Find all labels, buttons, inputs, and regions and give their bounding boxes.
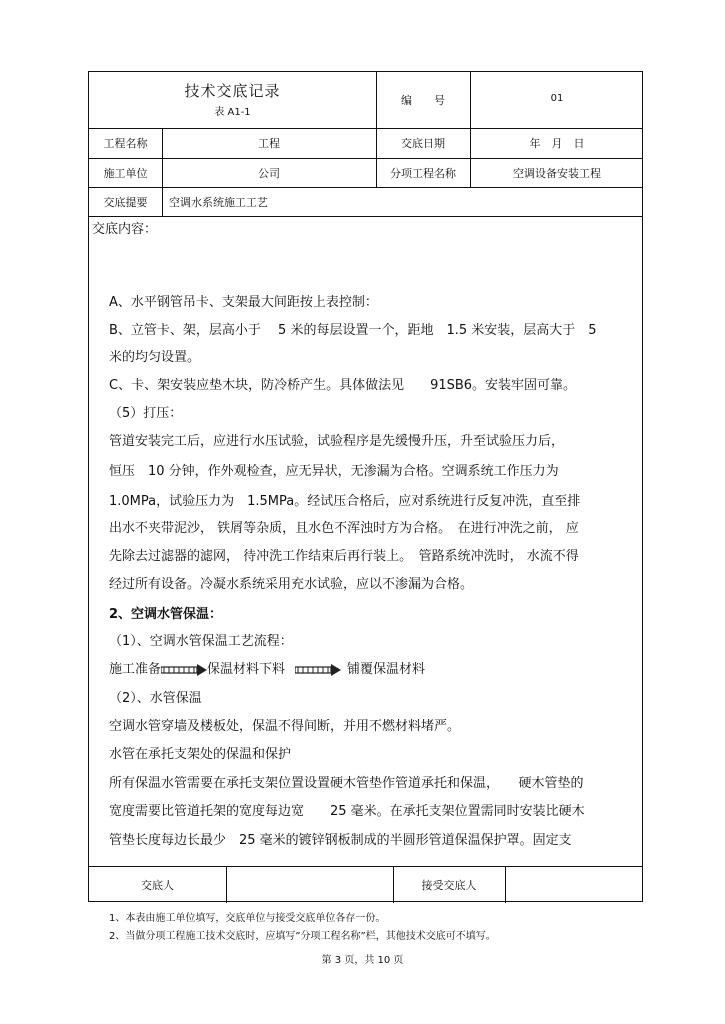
unit-label: 施工单位 (103, 166, 148, 180)
page-title: 技术交底记录 (184, 81, 281, 100)
content-line: B、立管卡、架，层高小于 5 米的每层设置一个，距地 1.5 米安装，层高大于 5 (109, 323, 597, 338)
receiver-label: 接受交底人 (421, 878, 477, 892)
content-line: 1.0MPa，试验压力为 1.5MPa。经试压合格后，应对系统进行反复冲洗，直至排 (109, 494, 581, 509)
content-line: C、卡、架安装应垫木块，防冷桥产生。具体做法见 91SB6。安装牢固可靠。 (109, 378, 577, 393)
summary-value: 空调水系统施工工艺 (169, 195, 268, 209)
content-line: （2）、水管保温 (109, 691, 202, 706)
section-heading: 2、空调水管保温： (109, 607, 223, 622)
process-flow (109, 663, 425, 676)
content-line: 空调水管穿墙及楼板处，保温不得间断，并用不燃材料堵严。 (109, 719, 461, 734)
number-label: 编 号 (401, 94, 445, 107)
sub-project-label: 分项工程名称 (390, 166, 456, 180)
content-line: 宽度需要比管道托架的宽度每边宽 25 毫米。在承托支架位置需同时安装比硬木 (109, 804, 585, 819)
content-line: 管道安装完工后，应进行水压试验，试验程序是先缓慢升压，升至试验压力后， (109, 434, 565, 449)
col-divider (226, 866, 227, 903)
content-line: 管垫长度每边长最少 25 毫米的镀锌钢板制成的半圆形管道保温保护罩。固定支 (109, 833, 572, 848)
content-line: 所有保温水管需要在承托支架位置设置硬木管垫作管道承托和保温， 硬木管垫的 (109, 776, 584, 791)
note-line: 1、本表由施工单位填写，交底单位与接受交底单位各存一份。 (109, 913, 386, 924)
project-name-label: 工程名称 (103, 137, 148, 150)
content-line: 米的均匀设置。 (109, 350, 201, 365)
content-line: （1）、空调水管保温工艺流程： (109, 634, 293, 649)
unit-value: 公司 (258, 166, 280, 180)
date-value: 年 月 日 (529, 137, 585, 150)
arrow-right-icon (161, 664, 207, 676)
sub-project-value: 空调设备安装工程 (513, 166, 601, 180)
flow-step: 保温材料下料 (207, 662, 286, 677)
summary-label: 交底提要 (103, 195, 148, 209)
number-value: 01 (550, 92, 564, 104)
form-code: 表 A1-1 (214, 106, 251, 118)
content-line: 水管在承托支架处的保温和保护 (109, 747, 292, 762)
date-label: 交底日期 (401, 137, 445, 150)
content-line: A、水平钢管吊卡、支架最大间距按上表控制： (109, 295, 378, 310)
col-divider (505, 866, 506, 903)
project-name-value: 工程 (258, 137, 280, 150)
content-line: （5）打压： (109, 406, 183, 421)
content-line: 经过所有设备。冷凝水系统采用充水试验，应以不渗漏为合格。 (109, 577, 474, 592)
arrow-right-icon (295, 664, 341, 676)
content-line: 先除去过滤器的滤网， 待冲洗工作结束后再行装上。 管路系统冲洗时， 水流不得 (109, 549, 579, 564)
presenter-label: 交底人 (141, 878, 174, 892)
note-line: 2、当做分项工程施工技术交底时，应填写”分项工程名称”栏，其他技术交底可不填写。 (109, 931, 496, 942)
page-number: 第 3 页，共 10 页 (321, 955, 404, 966)
content-line: 出水不夹带泥沙， 铁屑等杂质，且水色不浑浊时方为合格。 在进行冲洗之前， 应 (109, 521, 579, 536)
flow-step: 施工准备 (109, 662, 162, 677)
content-label: 交底内容： (92, 222, 158, 237)
flow-step: 铺覆保温材料 (347, 662, 426, 677)
content-line: 恒压 10 分钟，作外观检查，应无异状，无渗漏为合格。空调系统工作压力为 (109, 464, 559, 479)
row-divider (89, 216, 642, 217)
